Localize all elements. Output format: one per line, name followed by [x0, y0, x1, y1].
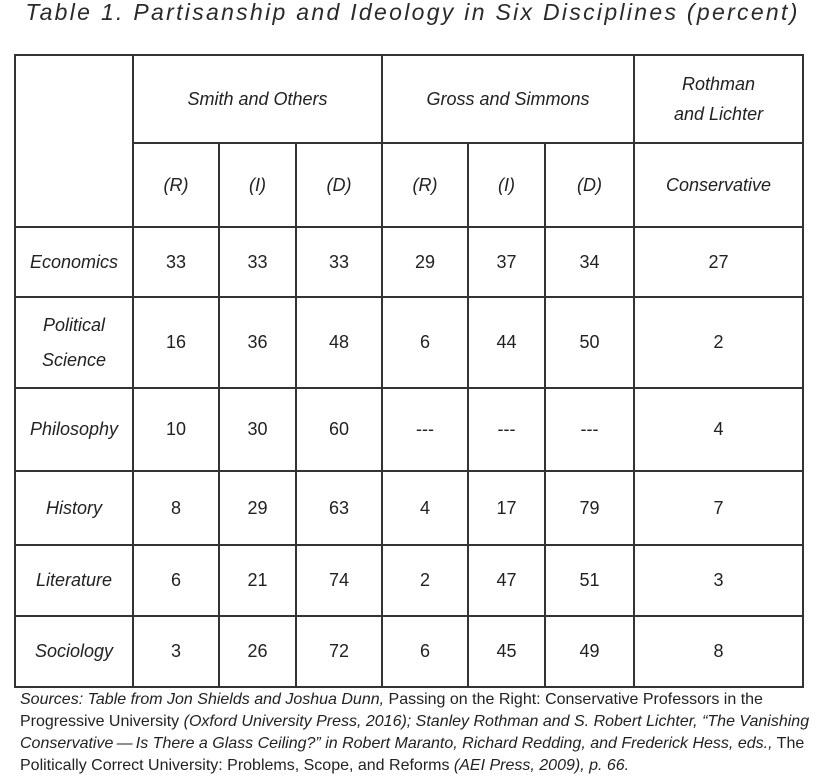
- group-header-gross: Gross and Simmons: [382, 55, 634, 143]
- table-cell: 4: [382, 471, 468, 545]
- table-row: [15, 616, 803, 687]
- table-cell: 4: [634, 388, 803, 471]
- table-cell: 44: [468, 297, 545, 388]
- table-cell: 34: [545, 227, 634, 297]
- row-label: [15, 297, 133, 388]
- table-cell: 3: [634, 545, 803, 616]
- table-cell: 72: [296, 616, 382, 687]
- table-cell: 2: [634, 297, 803, 388]
- table-cell: 29: [219, 471, 296, 545]
- table-cell: 60: [296, 388, 382, 471]
- table-cell: 47: [468, 545, 545, 616]
- sources-part-3: (Oxford University Press, 2016); Stanley Rothman and S. Robert Lichter, “The Vanishing Conservative — Is There a Glass Ceiling?” in Robert Maranto, Richard Redding, and Frederick Hess, eds.,: [20, 713, 810, 752]
- row-label-line2: Science: [41, 349, 107, 370]
- row-label: Sociology: [15, 616, 133, 687]
- row-label-line1: Political: [42, 314, 106, 335]
- row-label: Philosophy: [15, 388, 133, 471]
- table-cell: ---: [545, 388, 634, 471]
- sources-part-5: (AEI Press, 2009), p. 66.: [453, 757, 630, 774]
- table-cell: 74: [296, 545, 382, 616]
- subheader-gross-d: (D): [545, 143, 634, 227]
- table-cell: 8: [634, 616, 803, 687]
- table-cell: 16: [133, 297, 219, 388]
- table-cell: 79: [545, 471, 634, 545]
- table-cell: 51: [545, 545, 634, 616]
- table-cell: 48: [296, 297, 382, 388]
- table-cell: 6: [382, 297, 468, 388]
- table-cell: 8: [133, 471, 219, 545]
- group-header-rothman-line1: Rothman: [682, 74, 756, 94]
- subheader-gross-i: (I): [468, 143, 545, 227]
- table-cell: 7: [634, 471, 803, 545]
- sources-book-title-2: The Politically Correct University: Problems, Scope, and Reforms: [20, 735, 805, 774]
- row-label: History: [15, 471, 133, 545]
- table-cell: 45: [468, 616, 545, 687]
- table-cell: 33: [133, 227, 219, 297]
- table-cell: ---: [468, 388, 545, 471]
- corner-cell: [15, 55, 133, 227]
- row-label: Economics: [15, 227, 133, 297]
- subheader-smith-d: (D): [296, 143, 382, 227]
- table-cell: 30: [219, 388, 296, 471]
- data-table: [14, 54, 804, 688]
- table-cell: 17: [468, 471, 545, 545]
- group-header-rothman: [634, 55, 803, 143]
- sources-note: [20, 689, 820, 777]
- table-row: [15, 471, 803, 545]
- table-cell: ---: [382, 388, 468, 471]
- table-cell: 33: [219, 227, 296, 297]
- table-cell: 49: [545, 616, 634, 687]
- row-label: Literature: [15, 545, 133, 616]
- table-cell: 50: [545, 297, 634, 388]
- table-cell: 63: [296, 471, 382, 545]
- table-row: [15, 388, 803, 471]
- subheader-conservative: Conservative: [634, 143, 803, 227]
- group-header-rothman-line2: and Lichter: [674, 104, 764, 124]
- table-cell: 21: [219, 545, 296, 616]
- table-cell: 27: [634, 227, 803, 297]
- table-cell: 2: [382, 545, 468, 616]
- table-cell: 33: [296, 227, 382, 297]
- subheader-row: [15, 143, 803, 227]
- sources-part-1: Sources: Table from Jon Shields and Joshua Dunn,: [20, 691, 385, 708]
- table-cell: 6: [382, 616, 468, 687]
- table-title: Table 1. Partisanship and Ideology in Six Disciplines (percent): [25, 0, 800, 25]
- table-cell: 29: [382, 227, 468, 297]
- table-cell: 37: [468, 227, 545, 297]
- table-cell: 6: [133, 545, 219, 616]
- table-cell: 36: [219, 297, 296, 388]
- table-cell: 3: [133, 616, 219, 687]
- subheader-smith-i: (I): [219, 143, 296, 227]
- table-cell: 10: [133, 388, 219, 471]
- subheader-smith-r: (R): [133, 143, 219, 227]
- table-row: [15, 227, 803, 297]
- table-cell: 26: [219, 616, 296, 687]
- table-row: [15, 545, 803, 616]
- sources-book-title-1: Passing on the Right: Conservative Professors in the Progressive University: [20, 691, 763, 730]
- table-row: [15, 297, 803, 388]
- subheader-gross-r: (R): [382, 143, 468, 227]
- group-header-row: [15, 55, 803, 143]
- group-header-smith: Smith and Others: [133, 55, 382, 143]
